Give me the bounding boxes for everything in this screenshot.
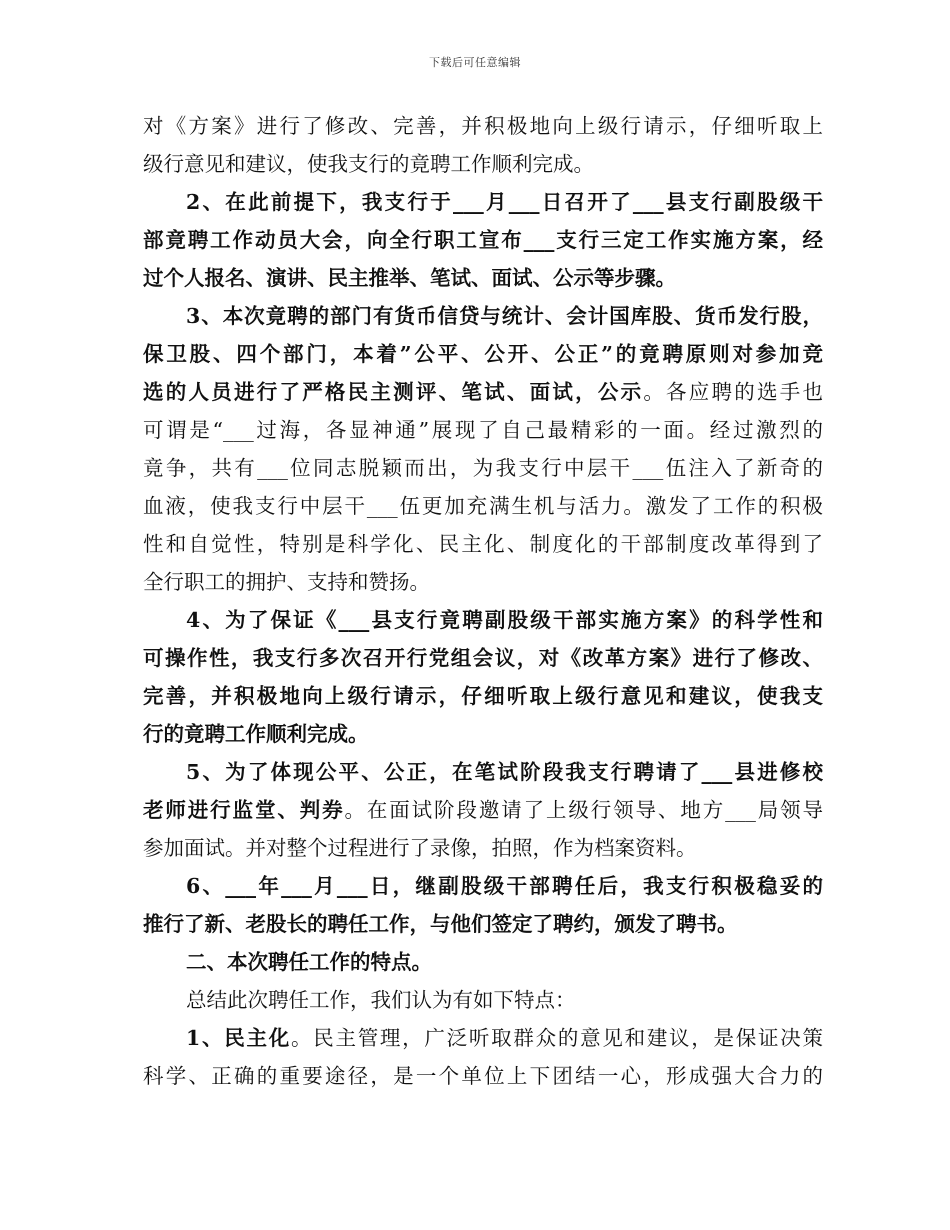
- text-line: 血液，使我支行中层干___伍更加充满生机与活力。激发了工作的积极: [143, 494, 823, 518]
- normal-segment: 。在面试阶段邀请了上级行领导、地方___局领导: [344, 798, 824, 822]
- text-line: 推行了新、老股长的聘任工作，与他们签定了聘约，颁发了聘书。: [143, 912, 738, 936]
- text-line: 4、为了保证《___县支行竟聘副股级干部实施方案》的科学性和: [186, 608, 823, 632]
- text-line: 行的竟聘工作顺利完成。: [143, 722, 369, 746]
- bold-segment: 选的人员进行了严格民主测评、笔试、面试，公示: [143, 380, 644, 404]
- text-line: 全行职工的拥护、支持和赞扬。: [143, 570, 430, 594]
- text-line: 过个人报名、演讲、民主推举、笔试、面试、公示等步骤。: [143, 266, 676, 290]
- text-line: [143, 373, 823, 411]
- page-header: 下载后可任意编辑: [429, 56, 521, 69]
- normal-segment: 。民主管理，广泛听取群众的意见和建议，是保证决策: [290, 1026, 823, 1050]
- bold-segment: 1、民主化: [186, 1026, 291, 1050]
- bold-segment: 老师进行监堂、判券: [143, 798, 345, 822]
- text-line: 性和自觉性，特别是科学化、民主化、制度化的干部制度改革得到了: [143, 532, 823, 556]
- text-line: 对《方案》进行了修改、完善，并积极地向上级行请示，仔细听取上: [143, 114, 823, 138]
- text-line: 部竟聘工作动员大会，向全行职工宣布___支行三定工作实施方案，经: [143, 228, 823, 252]
- text-line: 保卫股、四个部门，本着”公平、公开、公正”的竟聘原则对参加竞: [143, 342, 823, 366]
- text-line: 6、___年___月___日，继副股级干部聘任后，我支行积极稳妥的: [186, 874, 823, 898]
- text-line: 可操作性，我支行多次召开行党组会议，对《改革方案》进行了修改、: [143, 646, 823, 670]
- text-line: 科学、正确的重要途径，是一个单位上下团结一心，形成强大合力的: [143, 1064, 823, 1088]
- text-line: 总结此次聘任工作，我们认为有如下特点：: [186, 988, 576, 1012]
- section-heading: 二、本次聘任工作的特点。: [186, 950, 432, 974]
- text-line: 可谓是“___过海，各显神通”展现了自己最精彩的一面。经过激烈的: [143, 418, 823, 442]
- normal-segment: 。各应聘的选手也: [643, 380, 824, 404]
- text-line: 5、为了体现公平、公正，在笔试阶段我支行聘请了___县进修校: [186, 760, 823, 784]
- text-line: [186, 1019, 823, 1057]
- text-line: 参加面试。并对整个过程进行了录像，拍照，作为档案资料。: [143, 836, 697, 860]
- text-line: 3、本次竟聘的部门有货币信贷与统计、会计国库股、货币发行股，: [186, 304, 823, 328]
- text-line: 竟争，共有___位同志脱颖而出，为我支行中层干___伍注入了新奇的: [143, 456, 823, 480]
- text-line: 完善，并积极地向上级行请示，仔细听取上级行意见和建议，使我支: [143, 684, 823, 708]
- text-line: [143, 791, 823, 829]
- text-line: 级行意见和建议，使我支行的竟聘工作顺利完成。: [143, 152, 594, 176]
- text-line: 2、在此前提下，我支行于___月___日召开了___县支行副股级干: [186, 190, 823, 214]
